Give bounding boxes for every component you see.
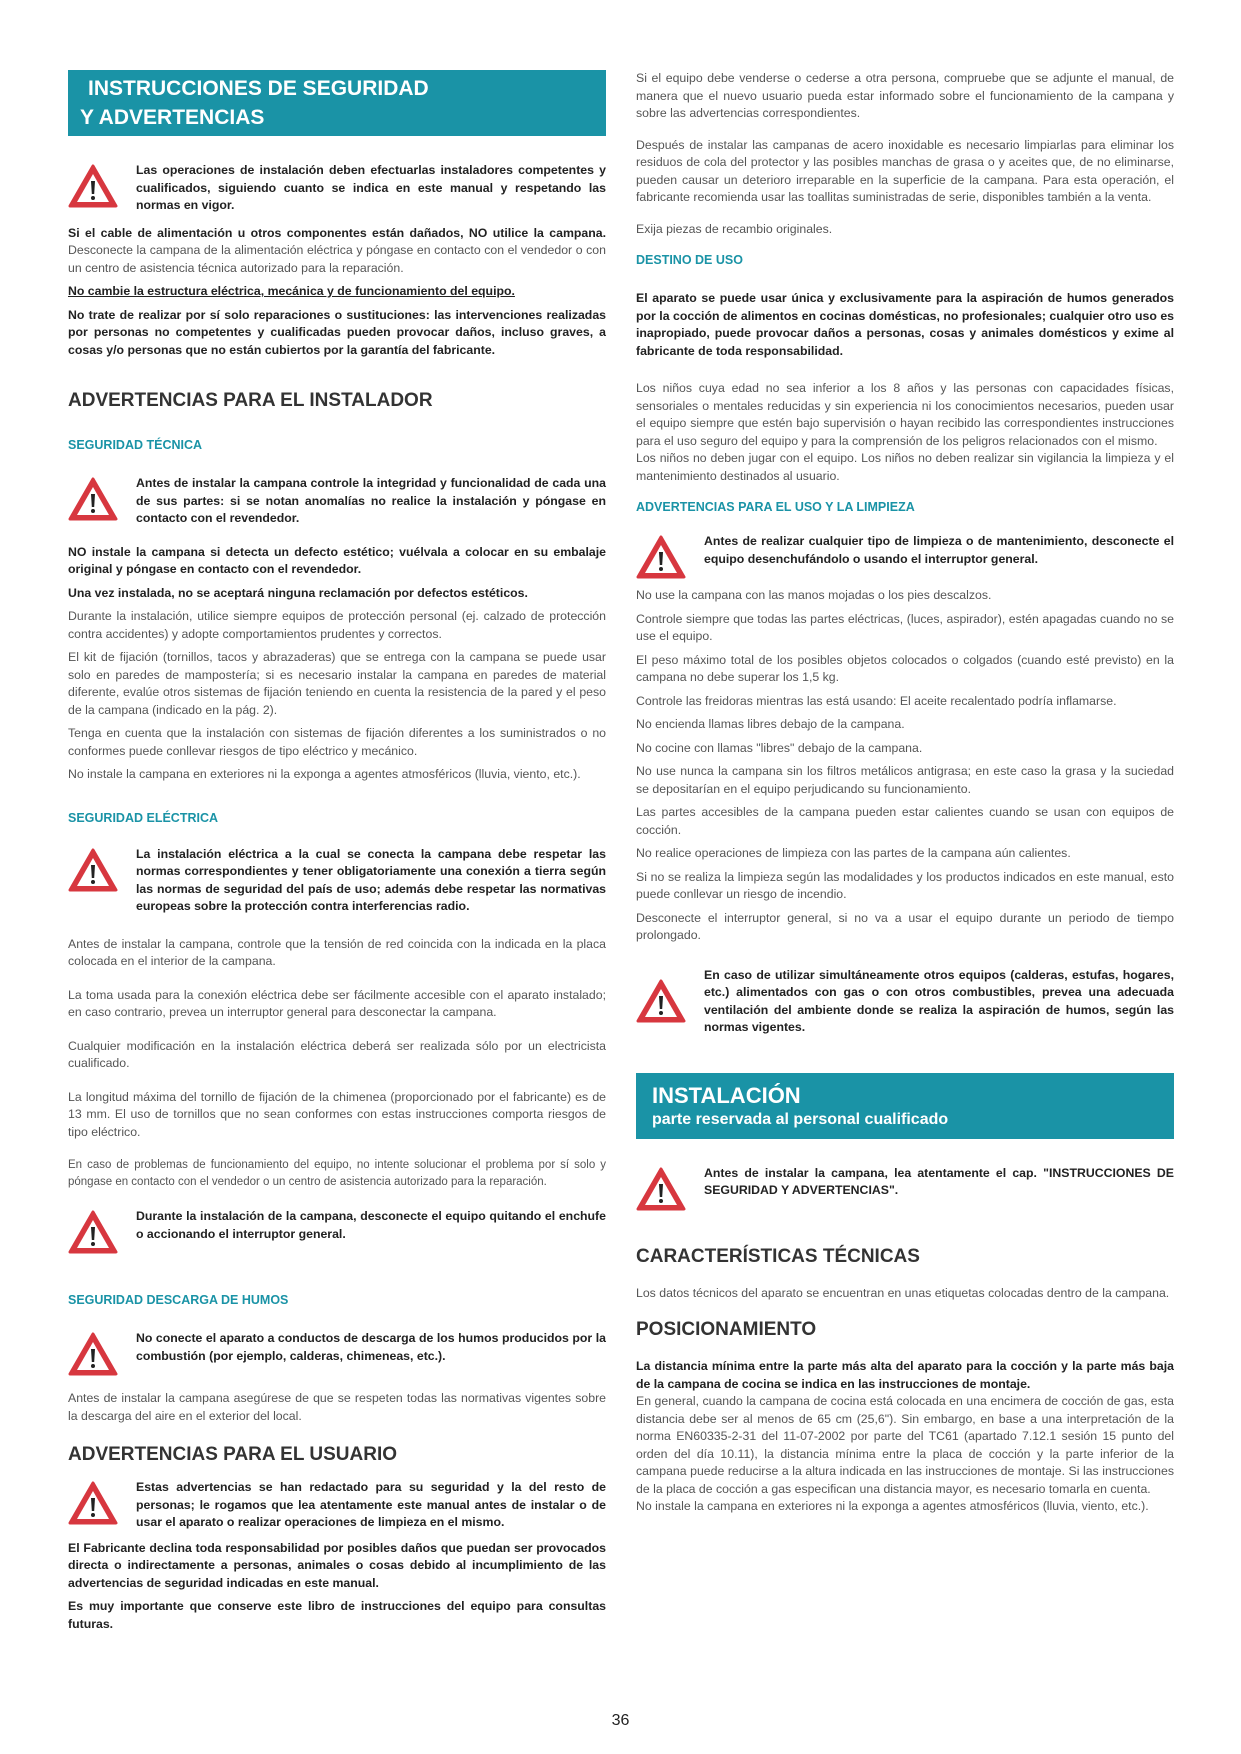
paragraph: La toma usada para la conexión eléctrica debe ser fácilmente accesible con el aparato instalado; en caso contrario, prevea un interruptor general para desconectar la campana. [68, 987, 606, 1019]
paragraph: Los niños cuya edad no sea inferior a los 8 años y las personas con capacidades físicas, sensoriales o mentales reducidas y sin experiencia ni los conocimientos necesarios, pueden usar el equipo siempre que estén bajo supervisión o hayan recibido las correspondientes instrucciones para el uso seguro del equipo y para la comprensión de los peligros relacionados con el mismo. [636, 381, 1174, 448]
warning-block [68, 475, 606, 528]
right-column [636, 70, 1174, 1516]
left-column [68, 70, 606, 1633]
warning-block [636, 1165, 1174, 1211]
paragraph: No instale la campana en exteriores ni la exponga a agentes atmosféricos (lluvia, viento, etc.). [68, 767, 581, 781]
warning-text: Las operaciones de instalación deben efectuarlas instaladores competentes y cualificados, siguiendo cuanto se indica en este manual y respetando las normas en vigor. [136, 163, 606, 212]
paragraph: Si no se realiza la limpieza según las modalidades y los productos indicados en este manual, esto puede conllevar un riesgo de incendio. [636, 869, 1174, 901]
banner-title: INSTALACIÓN [652, 1082, 801, 1108]
paragraph: Antes de instalar la campana asegúrese de que se respeten todas las normativas vigentes sobre la descarga del aire en el exterior del local. [68, 1391, 606, 1423]
subheading-electrica: SEGURIDAD ELÉCTRICA [68, 810, 219, 825]
warning-triangle-icon [68, 1332, 118, 1376]
banner-title-line1: INSTRUCCIONES DE SEGURIDAD [88, 77, 429, 100]
warning-text: En caso de utilizar simultáneamente otros equipos (calderas, estufas, hogares, etc.) alimentados con gas o con otros combustibles, prevea una adecuada ventilación del ambiente donde se realiza la aspiración de humos, según las normas vigentes. [704, 967, 1174, 1034]
warning-block [68, 1208, 606, 1254]
warning-text: Estas advertencias se han redactado para su seguridad y la del resto de personas; le rogamos que lea atentamente este manual antes de instalar o de usar el aparato o realizar operaciones de limpieza en el mismo. [136, 1480, 606, 1529]
paragraph: No cambie la estructura eléctrica, mecánica y de funcionamiento del equipo. [68, 284, 515, 298]
warning-triangle-icon [68, 1481, 118, 1525]
subheading-uso: ADVERTENCIAS PARA EL USO Y LA LIMPIEZA [636, 500, 915, 514]
warning-text: No conecte el aparato a conductos de descarga de los humos producidos por la combustión (por ejemplo, calderas, chimeneas, etc.). [136, 1331, 606, 1363]
warning-block [68, 1330, 606, 1376]
warning-text: La instalación eléctrica a la cual se conecta la campana debe respetar las normas correspondientes y tener obligatoriamente una conexión a tierra según las normas de seguridad del país de uso; además debe respetar las normativas europeas sobre la protección contra interferencias radio. [136, 846, 606, 913]
paragraph: Durante la instalación, utilice siempre equipos de protección personal (ej. calzado de protección contra accidentes) y adopte comportamientos prudentes y correctos. [68, 609, 606, 641]
paragraph: La longitud máxima del tornillo de fijación de la chimenea (proporcionado por el fabricante) es de 13 mm. El uso de tornillos que no sean conformes con estas instrucciones comporta riesgos de tipo eléctrico. [68, 1089, 606, 1139]
paragraph-rest: Desconecte la campana de la alimentación eléctrica y póngase en contacto con el vendedor o con un centro de asistencia técnica autorizado para la reparación. [68, 243, 606, 275]
paragraph: No realice operaciones de limpieza con las partes de la campana aún calientes. [636, 846, 1071, 860]
paragraph: Después de instalar las campanas de acero inoxidable es necesario limpiarlas para eliminar los residuos de cola del protector y las posibles manchas de grasa o y aceites que, de no eliminarse, pueden causar un deterioro irreparable en la superficie de la campana. Para esta operación, el fabricante recomienda usar las toallitas suministradas de serie, disponibles también a la venta. [636, 137, 1174, 204]
warning-triangle-icon [68, 1210, 118, 1254]
section-banner-instalacion [636, 1073, 1174, 1139]
heading-caracteristicas: CARACTERÍSTICAS TÉCNICAS [636, 1245, 920, 1267]
warning-block [68, 1479, 606, 1532]
paragraph: No trate de realizar por sí solo reparaciones o sustituciones: las intervenciones realizadas por personas no competentes y cualificadas pueden provocar daños, incluso graves, a cosas y/o personas que no están cubiertos por la garantía del fabricante. [68, 307, 606, 357]
warning-triangle-icon [68, 848, 118, 892]
warning-triangle-icon [636, 979, 686, 1023]
paragraph-bold: Si el cable de alimentación u otros componentes están dañados, NO utilice la campana. [68, 225, 606, 240]
section-banner-seguridad [68, 70, 606, 136]
paragraph: Antes de instalar la campana, controle que la tensión de red coincida con la indicada en la placa colocada en el interior de la campana. [68, 936, 606, 968]
paragraph: El peso máximo total de los posibles objetos colocados o colgados (cuando esté previsto) en la campana no debe superar los 1,5 kg. [636, 652, 1174, 684]
banner-title-line2: Y ADVERTENCIAS [80, 106, 265, 129]
warning-text: Antes de instalar la campana controle la integridad y funcionalidad de cada una de sus partes: si se notan anomalías no realice la instalación y póngase en contacto con el revendedor. [136, 476, 606, 525]
warning-block [636, 533, 1174, 579]
warning-triangle-icon [68, 164, 118, 208]
paragraph: Una vez instalada, no se aceptará ninguna reclamación por defectos estéticos. [68, 585, 528, 600]
paragraph: En caso de problemas de funcionamiento del equipo, no intente solucionar el problema por sí solo y póngase en contacto con el vendedor o un centro de asistencia autorizado para la reparación. [68, 1159, 606, 1188]
paragraph: No cocine con llamas "libres" debajo de la campana. [636, 740, 923, 755]
warning-text: Antes de realizar cualquier tipo de limpieza o de mantenimiento, desconecte el equipo desenchufándolo o usando el interruptor general. [704, 534, 1174, 566]
warning-block [636, 967, 1174, 1037]
paragraph: Controle las freidoras mientras las está usando: El aceite recalentado podría inflamarse. [636, 693, 1117, 708]
paragraph: El Fabricante declina toda responsabilidad por posibles daños que puedan ser provocados directa o indirectamente a personas, animales o cosas debido al incumplimiento de las advertencias de seguridad indicadas en este manual. [68, 1540, 606, 1590]
heading-usuario: ADVERTENCIAS PARA EL USUARIO [68, 1444, 398, 1465]
paragraph: Es muy importante que conserve este libro de instrucciones del equipo para consultas futuras. [68, 1599, 606, 1631]
paragraph: No instale la campana en exteriores ni la exponga a agentes atmosféricos (lluvia, viento, etc.). [636, 1499, 1149, 1513]
subheading-humos: SEGURIDAD DESCARGA DE HUMOS [68, 1293, 289, 1307]
paragraph: Los niños no deben jugar con el equipo. Los niños no deben realizar sin vigilancia la limpieza y el mantenimiento destinados al usuario. [636, 451, 1174, 483]
warning-triangle-icon [68, 477, 118, 521]
paragraph: Cualquier modificación en la instalación eléctrica deberá ser realizada sólo por un electricista cualificado. [68, 1038, 606, 1070]
subheading-destino: DESTINO DE USO [636, 253, 743, 267]
paragraph: Tenga en cuenta que la instalación con sistemas de fijación diferentes a los suministrados o no conformes puede conllevar riesgos de tipo eléctrico y mecánico. [68, 726, 606, 758]
paragraph: No use nunca la campana sin los filtros metálicos antigrasa; en este caso la grasa y la suciedad se depositarían en el equipo perjudicando su funcionamiento. [636, 764, 1174, 796]
warning-text: Antes de instalar la campana, lea atentamente el cap. "INSTRUCCIONES DE SEGURIDAD Y ADVERTENCIAS". [704, 1165, 1174, 1197]
heading-instalador: ADVERTENCIAS PARA EL INSTALADOR [68, 390, 433, 411]
paragraph: El kit de fijación (tornillos, tacos y abrazaderas) que se entrega con la campana se puede usar solo en paredes de mampostería; si es necesario instalar la campana en paredes de material diferente, evalúe otros sistemas de fijación teniendo en cuenta la resistencia de la pared y el peso de la campana (indicado en la pág. 2). [68, 650, 606, 717]
paragraph: Las partes accesibles de la campana pueden estar calientes cuando se usan con equipos de cocción. [636, 805, 1174, 837]
paragraph: Si el equipo debe venderse o cederse a otra persona, compruebe que se adjunte el manual, de manera que el nuevo usuario pueda estar informado sobre el funcionamiento de la campana y sobre las advertencias correspondientes. [636, 71, 1174, 120]
warning-block [68, 162, 606, 215]
paragraph: Los datos técnicos del aparato se encuentran en unas etiquetas colocadas dentro de la campana. [636, 1285, 1170, 1300]
heading-posicionamiento: POSICIONAMIENTO [636, 1319, 817, 1340]
paragraph: No encienda llamas libres debajo de la campana. [636, 717, 905, 731]
paragraph: La distancia mínima entre la parte más alta del aparato para la cocción y la parte más baja de la campana de cocina se indica en las instrucciones de montaje. [636, 1359, 1174, 1391]
subheading-tecnica: SEGURIDAD TÉCNICA [68, 438, 203, 452]
warning-text: Durante la instalación de la campana, desconecte el equipo quitando el enchufe o accionando el interruptor general. [136, 1209, 606, 1241]
warning-triangle-icon [636, 1167, 686, 1211]
paragraph: En general, cuando la campana de cocina está colocada en una encimera de cocción de gas, esta distancia debe ser al menos de 65 cm (25,6"). Sin embargo, en base a una interpretación de la norma EN60335-2-31 del 11-07-2002 por parte del TC61 (apartado 7.12.1 sesión 15 punto del orden del día 10.11), la distancia mínima entre la placa de cocción y la parte inferior de la campana puede reducirse a la altura indicada en las instrucciones de montaje. Si las instrucciones de la placa de cocción a gas especifican una distancia mayor, es necesario tomarla en cuenta. [636, 1394, 1174, 1496]
warning-block [68, 846, 606, 916]
paragraph [68, 225, 606, 278]
warning-triangle-icon [636, 535, 686, 579]
paragraph: No use la campana con las manos mojadas o los pies descalzos. [636, 588, 992, 602]
paragraph: Controle siempre que todas las partes eléctricas, (luces, aspirador), estén apagadas cuando no se use el equipo. [636, 611, 1174, 643]
paragraph: Exija piezas de recambio originales. [636, 221, 833, 236]
paragraph: Desconecte el interruptor general, si no va a usar el equipo durante un periodo de tiempo prolongado. [636, 910, 1174, 942]
paragraph: NO instale la campana si detecta un defecto estético; vuélvala a colocar en su embalaje original y póngase en contacto con el revendedor. [68, 544, 606, 576]
page-number: 36 [611, 1712, 630, 1729]
banner-subtitle: parte reservada al personal cualificado [652, 1110, 949, 1128]
paragraph: El aparato se puede usar única y exclusivamente para la aspiración de humos generados por la cocción de alimentos en cocinas domésticas, no profesionales; cualquier otro uso es inapropiado, puede provocar daños a personas, cosas y animales domésticos y exime al fabricante de toda responsabilidad. [636, 291, 1174, 358]
